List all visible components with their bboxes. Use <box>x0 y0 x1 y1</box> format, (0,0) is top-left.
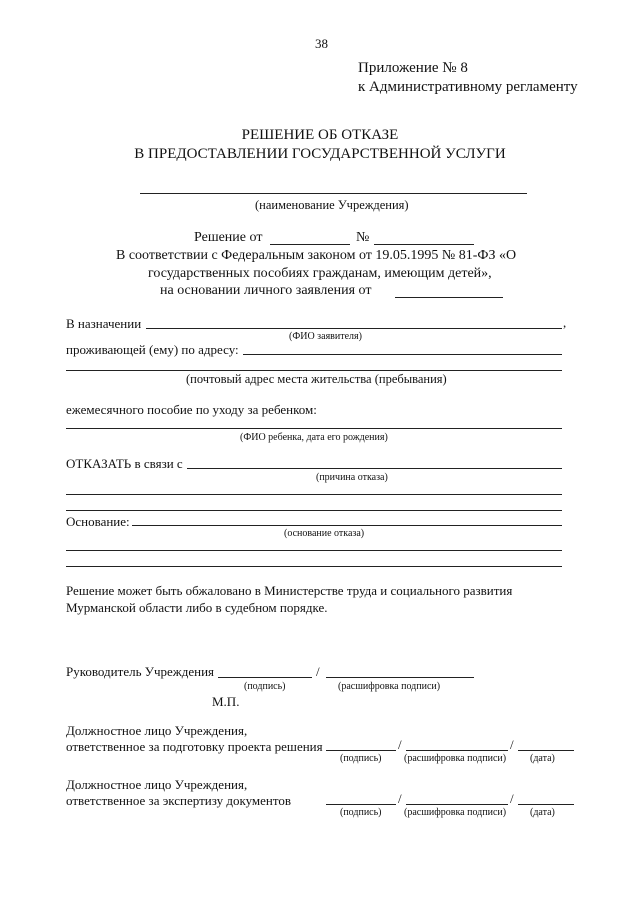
decision-from-label: Решение от <box>194 230 263 245</box>
appendix-reference: к Административному регламенту <box>358 79 578 95</box>
appeal-note-line1: Решение может быть обжаловано в Министерстве труда и социального развития <box>66 583 513 598</box>
head-decoding-caption: (расшифровка подписи) <box>338 681 441 692</box>
official1-decoding-line[interactable] <box>406 750 508 751</box>
application-date-line[interactable] <box>395 297 503 298</box>
law-reference-line2: государственных пособиях гражданам, имеющим детей», <box>148 266 492 281</box>
head-decoding-line[interactable] <box>326 677 474 678</box>
official2-signature-caption: (подпись) <box>340 807 382 818</box>
head-slash: / <box>316 664 320 679</box>
official2-slash-2: / <box>510 791 514 806</box>
official2-signature-line[interactable] <box>326 804 396 805</box>
basis-line-3[interactable] <box>66 566 562 567</box>
basis-line-1[interactable] <box>132 525 562 526</box>
head-signature-caption: (подпись) <box>244 681 286 692</box>
page-number: 38 <box>315 36 328 51</box>
decision-number-label: № <box>356 230 370 245</box>
official1-date-caption: (дата) <box>530 753 555 764</box>
basis-line-2[interactable] <box>66 550 562 551</box>
official1-decoding-caption: (расшифровка подписи) <box>404 753 507 764</box>
appendix-number: Приложение № 8 <box>358 60 468 76</box>
assignment-label: В назначении <box>66 316 142 331</box>
document-title-line1: РЕШЕНИЕ ОБ ОТКАЗЕ <box>241 127 399 143</box>
seal-label: М.П. <box>212 694 240 709</box>
official1-title: Должностное лицо Учреждения, <box>66 723 248 738</box>
refusal-reason-line-3[interactable] <box>66 510 562 511</box>
law-reference-line1: В соответствии с Федеральным законом от 19.05.1995 № 81-ФЗ «О <box>116 248 517 263</box>
official2-slash-1: / <box>398 791 402 806</box>
official2-decoding-caption: (расшифровка подписи) <box>404 807 507 818</box>
applicant-name-line[interactable] <box>146 328 562 329</box>
address-line-2[interactable] <box>66 370 562 371</box>
refusal-reason-line-2[interactable] <box>66 494 562 495</box>
institution-name-line <box>140 193 527 194</box>
address-line-1[interactable] <box>243 354 562 355</box>
basis-label: Основание: <box>66 514 130 529</box>
refuse-label: ОТКАЗАТЬ в связи с <box>66 456 183 471</box>
child-name-line[interactable] <box>66 428 562 429</box>
address-label: проживающей (ему) по адресу: <box>66 342 239 357</box>
child-caption: (ФИО ребенка, дата его рождения) <box>240 432 388 443</box>
decision-date-line[interactable] <box>270 244 350 245</box>
application-basis-label: на основании личного заявления от <box>160 283 372 298</box>
official2-date-line[interactable] <box>518 804 574 805</box>
official2-decoding-line[interactable] <box>406 804 508 805</box>
allowance-label: ежемесячного пособие по уходу за ребенком: <box>66 402 317 417</box>
basis-caption: (основание отказа) <box>284 528 365 539</box>
refusal-reason-line-1[interactable] <box>187 468 562 469</box>
official2-role: ответственное за экспертизу документов <box>66 793 292 808</box>
appeal-note-line2: Мурманской области либо в судебном порядке. <box>66 600 328 615</box>
head-label: Руководитель Учреждения <box>66 664 215 679</box>
address-caption: (почтовый адрес места жительства (пребывания) <box>186 372 447 386</box>
head-signature-line[interactable] <box>218 677 312 678</box>
official1-slash-2: / <box>510 737 514 752</box>
institution-caption: (наименование Учреждения) <box>255 198 409 212</box>
official1-signature-line[interactable] <box>326 750 396 751</box>
refusal-reason-caption: (причина отказа) <box>316 472 388 483</box>
official1-slash-1: / <box>398 737 402 752</box>
assignment-comma: , <box>563 315 567 330</box>
official2-date-caption: (дата) <box>530 807 555 818</box>
official1-date-line[interactable] <box>518 750 574 751</box>
official1-signature-caption: (подпись) <box>340 753 382 764</box>
applicant-caption: (ФИО заявителя) <box>289 331 362 342</box>
decision-number-line[interactable] <box>374 244 474 245</box>
document-title-line2: В ПРЕДОСТАВЛЕНИИ ГОСУДАРСТВЕННОЙ УСЛУГИ <box>134 146 506 162</box>
official1-role: ответственное за подготовку проекта решения <box>66 739 323 754</box>
official2-title: Должностное лицо Учреждения, <box>66 777 248 792</box>
